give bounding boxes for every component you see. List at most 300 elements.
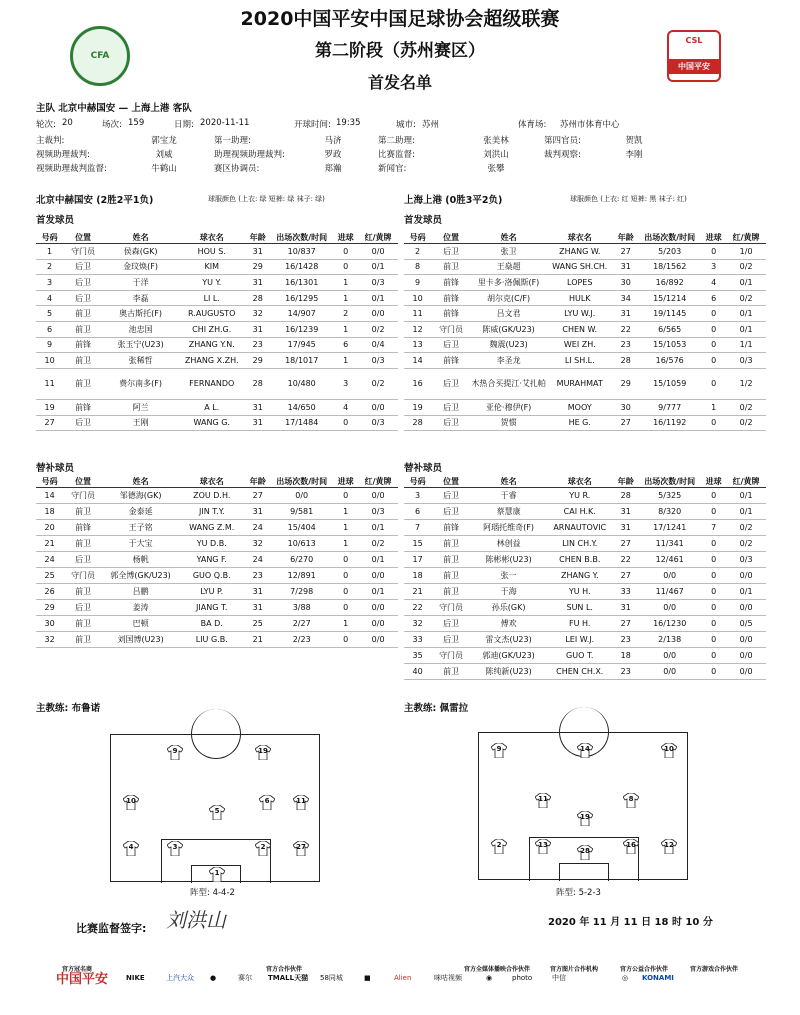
- table-cell: 0/0: [358, 600, 398, 616]
- table-cell: 1/0: [726, 244, 766, 260]
- table-cell: 30: [613, 275, 638, 291]
- sponsor-vw: 上汽大众: [166, 973, 194, 982]
- table-row: [404, 648, 766, 664]
- table-row: [36, 488, 398, 504]
- table-cell: 郭全博(GK/U23): [103, 568, 178, 584]
- table-row: [36, 616, 398, 632]
- shirt-number: 2: [496, 841, 502, 849]
- table-cell: 李圣龙: [471, 353, 546, 369]
- table-cell: BA D.: [178, 616, 245, 632]
- table-cell: 0/0: [358, 616, 398, 632]
- home-formation: 阵型: 4-4-2: [190, 888, 235, 898]
- table-cell: 31: [245, 321, 270, 337]
- table-cell: 1: [701, 399, 726, 415]
- table-cell: 12: [404, 321, 431, 337]
- table-cell: LYU W.J.: [546, 306, 613, 322]
- column-header: 红/黄牌: [358, 232, 398, 244]
- official-name: 郭宝龙: [151, 136, 177, 146]
- table-cell: 8: [404, 259, 431, 275]
- shirt-number: 27: [296, 843, 306, 851]
- table-cell: 27: [613, 568, 638, 584]
- table-cell: HULK: [546, 290, 613, 306]
- table-cell: 4: [36, 290, 63, 306]
- table-cell: 张一: [471, 568, 546, 584]
- table-cell: 郭迪(GK/U23): [471, 648, 546, 664]
- table-cell: 0/0: [726, 632, 766, 648]
- table-cell: 16/1295: [270, 290, 333, 306]
- shirt-number: 4: [128, 843, 134, 851]
- table-cell: 27: [613, 244, 638, 260]
- table-row: [36, 321, 398, 337]
- table-cell: 35: [404, 648, 431, 664]
- table-row: [36, 536, 398, 552]
- shirt-number: 9: [172, 747, 178, 755]
- stage-title: 第二阶段（苏州赛区）: [315, 41, 485, 61]
- table-cell: 27: [245, 488, 270, 504]
- table-cell: 9: [36, 337, 63, 353]
- table-cell: 11: [36, 368, 63, 399]
- table-cell: LI SH.L.: [546, 353, 613, 369]
- table-cell: 18: [613, 648, 638, 664]
- table-cell: 守门员: [431, 648, 471, 664]
- official-name: 马济: [324, 136, 342, 146]
- table-row: [36, 415, 398, 431]
- table-cell: YU Y.: [178, 275, 245, 291]
- csl-logo: CSL 中国平安: [667, 30, 721, 82]
- table-cell: 28: [245, 290, 270, 306]
- table-cell: 28: [613, 353, 638, 369]
- table-cell: 2: [404, 244, 431, 260]
- table-cell: 27: [36, 415, 63, 431]
- table-cell: 17/1484: [270, 415, 333, 431]
- table-cell: 于大宝: [103, 536, 178, 552]
- sponsor-logo-box: ■: [364, 973, 371, 982]
- table-cell: 0/1: [726, 275, 766, 291]
- player-shirt-icon: [123, 795, 139, 810]
- shirt-number: 16: [626, 841, 636, 849]
- official-name: 贺凯: [625, 136, 643, 146]
- table-cell: 21: [245, 632, 270, 648]
- table-cell: 10: [36, 353, 63, 369]
- column-header: 位置: [63, 232, 103, 244]
- table-cell: 19: [36, 399, 63, 415]
- table-cell: 0: [701, 337, 726, 353]
- table-cell: 0: [701, 600, 726, 616]
- table-cell: 2/138: [638, 632, 701, 648]
- signature-date: 2020 年 11 月 11 日 18 时 10 分: [548, 917, 713, 928]
- table-cell: 13: [404, 337, 431, 353]
- table-cell: 侯森(GK): [103, 244, 178, 260]
- table-cell: 0: [701, 584, 726, 600]
- table-row: [36, 504, 398, 520]
- table-cell: LI L.: [178, 290, 245, 306]
- player-shirt-icon: [491, 839, 507, 854]
- table-cell: 34: [613, 290, 638, 306]
- table-cell: 后卫: [63, 259, 103, 275]
- table-cell: 后卫: [431, 616, 471, 632]
- table-cell: 奥古斯托(F): [103, 306, 178, 322]
- table-cell: 29: [36, 600, 63, 616]
- table-cell: 24: [245, 552, 270, 568]
- table-cell: 0/3: [358, 275, 398, 291]
- table-cell: YU H.: [546, 584, 613, 600]
- official-name: 刘威: [155, 150, 173, 160]
- table-cell: 张稀哲: [103, 353, 178, 369]
- table-cell: 18: [404, 568, 431, 584]
- column-header: 进球: [333, 476, 358, 488]
- table-cell: 6: [404, 504, 431, 520]
- table-row: [404, 244, 766, 260]
- away-team-record: 上海上港 (0胜3平2负): [404, 195, 503, 206]
- table-cell: 1: [333, 321, 358, 337]
- table-cell: 0/0: [270, 488, 333, 504]
- table-cell: 王燊超: [471, 259, 546, 275]
- shirt-number: 11: [296, 797, 306, 805]
- table-cell: ZHANG Y.: [546, 568, 613, 584]
- column-header: 进球: [701, 232, 726, 244]
- table-cell: 后卫: [431, 399, 471, 415]
- table-cell: 25: [36, 568, 63, 584]
- table-cell: 3: [404, 488, 431, 504]
- table-cell: 1/1: [726, 337, 766, 353]
- table-cell: 27: [613, 616, 638, 632]
- table-cell: 24: [245, 520, 270, 536]
- official-role: 主裁判:: [36, 136, 65, 146]
- table-cell: GUO Q.B.: [178, 568, 245, 584]
- table-cell: 27: [613, 536, 638, 552]
- table-cell: 0/1: [726, 488, 766, 504]
- table-cell: 0/0: [358, 306, 398, 322]
- table-row: [404, 600, 766, 616]
- table-cell: 12/461: [638, 552, 701, 568]
- table-cell: 0/3: [726, 353, 766, 369]
- table-cell: 后卫: [431, 337, 471, 353]
- table-cell: 0: [701, 244, 726, 260]
- table-cell: WANG SH.CH.: [546, 259, 613, 275]
- official-name: 张美林: [483, 136, 509, 146]
- sponsor-label-game: 官方游戏合作伙伴: [690, 966, 739, 973]
- table-cell: CHEN W.: [546, 321, 613, 337]
- table-cell: 前卫: [431, 664, 471, 680]
- column-header: 姓名: [471, 476, 546, 488]
- table-cell: ZHANG Y.N.: [178, 337, 245, 353]
- table-cell: 0: [701, 488, 726, 504]
- table-cell: R.AUGUSTO: [178, 306, 245, 322]
- player-shirt-icon: [209, 805, 225, 820]
- table-cell: 孙乐(GK): [471, 600, 546, 616]
- table-cell: WANG G.: [178, 415, 245, 431]
- home-coach: 主教练: 布鲁诺: [36, 703, 101, 714]
- table-cell: 0/1: [358, 552, 398, 568]
- table-cell: 2: [333, 306, 358, 322]
- table-cell: 6/270: [270, 552, 333, 568]
- signature-label: 比赛监督签字:: [76, 922, 147, 935]
- table-cell: 守门员: [431, 321, 471, 337]
- table-row: [404, 632, 766, 648]
- table-cell: 14: [36, 488, 63, 504]
- table-cell: 前卫: [63, 504, 103, 520]
- player-shirt-icon: [293, 841, 309, 856]
- table-header: [404, 476, 766, 488]
- table-cell: 2/27: [270, 616, 333, 632]
- table-row: [404, 290, 766, 306]
- table-cell: 22: [613, 321, 638, 337]
- table-cell: 10/480: [270, 368, 333, 399]
- player-shirt-icon: [661, 839, 677, 854]
- table-cell: A L.: [178, 399, 245, 415]
- table-cell: 3: [333, 368, 358, 399]
- handwritten-signature: 刘洪山: [166, 908, 226, 932]
- sponsor-label-partners: 官方合作伙伴: [266, 966, 303, 973]
- table-row: [404, 568, 766, 584]
- table-cell: 陈彬彬(U23): [471, 552, 546, 568]
- column-header: 姓名: [103, 476, 178, 488]
- table-cell: WEI ZH.: [546, 337, 613, 353]
- table-cell: 邹德海(GK): [103, 488, 178, 504]
- table-cell: 0: [701, 648, 726, 664]
- table-cell: 18: [36, 504, 63, 520]
- officials-row: [36, 162, 664, 174]
- sponsor-label-photo: 官方图片合作机构: [550, 966, 599, 973]
- table-cell: 29: [245, 353, 270, 369]
- table-cell: 0/2: [726, 290, 766, 306]
- table-row: [404, 306, 766, 322]
- table-row: [404, 368, 766, 399]
- away-kit: 球服颜色 (上衣: 红 短裤: 黑 袜子: 红): [570, 195, 687, 203]
- table-cell: 16/1301: [270, 275, 333, 291]
- table-cell: 7: [404, 520, 431, 536]
- table-cell: 31: [613, 504, 638, 520]
- table-cell: 1: [333, 504, 358, 520]
- table-cell: 0: [333, 632, 358, 648]
- table-row: [36, 584, 398, 600]
- league-title: 2020中国平安中国足球协会超级联赛: [240, 8, 560, 30]
- table-cell: 李磊: [103, 290, 178, 306]
- table-cell: GUO T.: [546, 648, 613, 664]
- table-cell: 林创益: [471, 536, 546, 552]
- table-cell: 0: [701, 664, 726, 680]
- shirt-number: 2: [260, 843, 266, 851]
- table-cell: 0/0: [726, 664, 766, 680]
- column-header: 球衣名: [546, 232, 613, 244]
- table-row: [36, 600, 398, 616]
- table-cell: 6: [701, 290, 726, 306]
- table-cell: 24: [36, 552, 63, 568]
- table-cell: 0: [701, 536, 726, 552]
- table-cell: 3: [701, 259, 726, 275]
- table-cell: 22: [404, 600, 431, 616]
- table-cell: 0/2: [358, 321, 398, 337]
- table-cell: 11/341: [638, 536, 701, 552]
- table-cell: 守门员: [63, 488, 103, 504]
- table-cell: 0/2: [358, 536, 398, 552]
- table-row: [36, 244, 398, 260]
- official-name: 李刚: [625, 150, 643, 160]
- table-cell: 33: [404, 632, 431, 648]
- table-cell: 前锋: [431, 353, 471, 369]
- sponsor-label-title: 官方冠名商: [62, 966, 93, 973]
- table-cell: 前卫: [431, 584, 471, 600]
- away-formation-pitch: [478, 732, 688, 880]
- table-cell: 吕文君: [471, 306, 546, 322]
- table-row: [36, 568, 398, 584]
- table-cell: 前锋: [63, 337, 103, 353]
- table-cell: 后卫: [431, 244, 471, 260]
- table-cell: 22: [613, 552, 638, 568]
- table-cell: 0/1: [358, 520, 398, 536]
- table-cell: 0: [701, 552, 726, 568]
- table-cell: 15/1214: [638, 290, 701, 306]
- table-row: [404, 415, 766, 431]
- table-cell: 前卫: [431, 259, 471, 275]
- table-row: [404, 275, 766, 291]
- table-cell: 0/5: [726, 616, 766, 632]
- table-cell: ARNAUTOVIC: [546, 520, 613, 536]
- table-cell: 0: [701, 616, 726, 632]
- table-cell: 0/2: [726, 520, 766, 536]
- official-role: 第四官员:: [544, 136, 581, 146]
- table-cell: 28: [404, 415, 431, 431]
- table-cell: LYU P.: [178, 584, 245, 600]
- column-header: 红/黄牌: [726, 476, 766, 488]
- table-cell: 6/565: [638, 321, 701, 337]
- official-role: 新闻官:: [378, 164, 407, 174]
- table-cell: 0/2: [726, 259, 766, 275]
- table-cell: 0/2: [726, 415, 766, 431]
- table-cell: 16/1230: [638, 616, 701, 632]
- table-cell: 于睿: [471, 488, 546, 504]
- table-cell: MOOY: [546, 399, 613, 415]
- table-cell: 9: [404, 275, 431, 291]
- sponsor-photo: photo: [512, 973, 533, 982]
- officials-row: [36, 134, 664, 146]
- table-row: [404, 488, 766, 504]
- table-row: [36, 552, 398, 568]
- table-cell: 1: [333, 536, 358, 552]
- table-cell: 4: [333, 399, 358, 415]
- official-role: 视频助理裁判监督:: [36, 164, 107, 174]
- table-cell: 前卫: [431, 552, 471, 568]
- table-cell: LIU G.B.: [178, 632, 245, 648]
- table-cell: 25: [245, 616, 270, 632]
- table-row: [36, 275, 398, 291]
- table-cell: 蔡慧康: [471, 504, 546, 520]
- table-cell: 30: [613, 399, 638, 415]
- sponsor-saier: 赛尔: [238, 973, 252, 982]
- table-cell: 23: [613, 664, 638, 680]
- table-cell: 后卫: [63, 415, 103, 431]
- table-cell: 0: [701, 504, 726, 520]
- player-shirt-icon: [661, 743, 677, 758]
- table-cell: KIM: [178, 259, 245, 275]
- official-name: 牛鹤山: [151, 164, 177, 174]
- table-cell: 0: [333, 584, 358, 600]
- home-subs-label: 替补球员: [36, 463, 75, 474]
- table-cell: SUN L.: [546, 600, 613, 616]
- table-cell: 0/4: [358, 337, 398, 353]
- table-cell: 0/3: [358, 353, 398, 369]
- table-cell: 23: [613, 337, 638, 353]
- player-shirt-icon: [535, 793, 551, 808]
- table-cell: 26: [36, 584, 63, 600]
- table-cell: 16: [404, 368, 431, 399]
- table-cell: 31: [613, 600, 638, 616]
- table-cell: 28: [613, 488, 638, 504]
- column-header: 出场次数/时间: [270, 232, 333, 244]
- table-row: [404, 664, 766, 680]
- table-row: [36, 290, 398, 306]
- table-cell: 0/0: [726, 600, 766, 616]
- home-starting-label: 首发球员: [36, 215, 75, 226]
- away-formation: 阵型: 5-2-3: [556, 888, 601, 898]
- table-cell: 守门员: [63, 244, 103, 260]
- table-row: [36, 520, 398, 536]
- table-cell: 29: [613, 368, 638, 399]
- table-cell: 0: [333, 568, 358, 584]
- player-shirt-icon: [255, 841, 271, 856]
- table-cell: 16/1192: [638, 415, 701, 431]
- away-starters-table: [404, 232, 766, 431]
- official-role: 比赛监督:: [378, 150, 415, 160]
- shirt-number: 11: [538, 795, 548, 803]
- table-header: [36, 476, 398, 488]
- table-cell: 16/576: [638, 353, 701, 369]
- player-shirt-icon: [255, 745, 271, 760]
- shirt-number: 8: [628, 795, 634, 803]
- table-cell: 17/945: [270, 337, 333, 353]
- table-cell: 贺惯: [471, 415, 546, 431]
- table-cell: 张玉宁(U23): [103, 337, 178, 353]
- table-cell: 0/0: [638, 664, 701, 680]
- table-cell: 前卫: [63, 632, 103, 648]
- table-cell: CHEN B.B.: [546, 552, 613, 568]
- table-cell: 3/88: [270, 600, 333, 616]
- table-cell: 胡尔克(C/F): [471, 290, 546, 306]
- column-header: 姓名: [103, 232, 178, 244]
- shirt-number: 3: [172, 843, 178, 851]
- table-cell: 0/0: [726, 568, 766, 584]
- table-cell: 0: [333, 244, 358, 260]
- table-cell: 0/1: [726, 584, 766, 600]
- table-cell: 10/837: [270, 244, 333, 260]
- table-row: [404, 504, 766, 520]
- column-header: 球衣名: [178, 232, 245, 244]
- column-header: 号码: [36, 476, 63, 488]
- table-cell: LIN CH.Y.: [546, 536, 613, 552]
- sponsor-strip: [56, 968, 688, 987]
- shirt-number: 13: [538, 841, 548, 849]
- table-cell: 0/2: [358, 368, 398, 399]
- table-cell: 5/203: [638, 244, 701, 260]
- table-cell: 17: [404, 552, 431, 568]
- table-cell: 5: [36, 306, 63, 322]
- column-header: 年龄: [613, 232, 638, 244]
- table-cell: 1: [333, 616, 358, 632]
- table-cell: 前卫: [63, 368, 103, 399]
- official-role: 裁判观察:: [544, 150, 581, 160]
- table-cell: 吕鹏: [103, 584, 178, 600]
- table-cell: 0/0: [638, 568, 701, 584]
- table-cell: 31: [245, 244, 270, 260]
- sponsor-alien: Alien: [394, 973, 412, 982]
- official-name: 罗政: [324, 150, 342, 160]
- table-cell: 17/1241: [638, 520, 701, 536]
- table-cell: 14/650: [270, 399, 333, 415]
- table-cell: 张卫: [471, 244, 546, 260]
- table-cell: 31: [613, 259, 638, 275]
- table-cell: 8/320: [638, 504, 701, 520]
- sponsor-logo-c: ◉: [486, 973, 493, 982]
